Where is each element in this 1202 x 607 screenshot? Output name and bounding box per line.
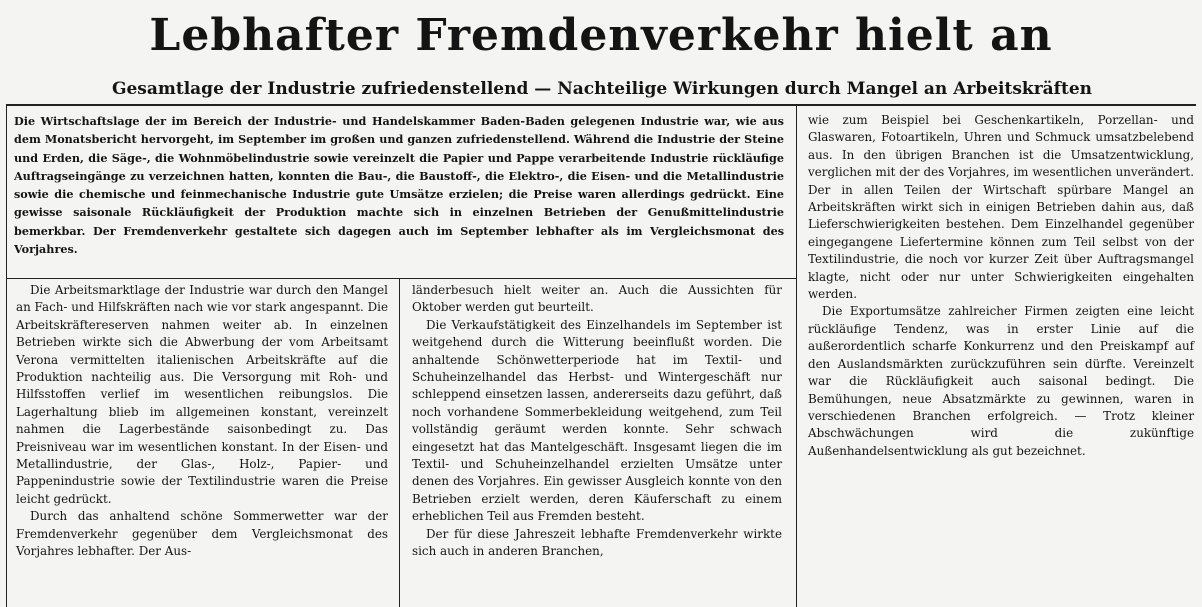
column-3 <box>808 112 1194 460</box>
column-1 <box>16 282 388 561</box>
column-rule-middle <box>399 279 400 607</box>
column-rule-right <box>796 106 797 607</box>
column-1-paragraph: Durch das anhaltend schöne Sommerwetter war der Fremdenverkehr gegenüber dem Vergleichsmonat des Vorjahres lebhafter. Der Aus- <box>16 509 388 559</box>
lead-paragraph: Die Wirtschaftslage der im Bereich der Industrie- und Handelskammer Baden-Baden gelegenen Industrie war, wie aus dem Monatsbericht hervorgeht, im September im großen und ganzen zufriedenstellend. Während die Industrie der Steine und Erden, die Säge-, die Wohnmöbelindustrie sowie vereinzelt die Papier und Pappe verarbeitende Industrie rückläufige Auftragseingänge zu verzeichnen hatten, konnten die Bau-, die Baustoff-, die Elektro-, die Eisen- und die Metallindustrie sowie die chemische und feinmechanische Industrie gute Umsätze erzielen; die Preise waren allerdings gedrückt. Eine gewisse saisonale Rückläufigkeit der Produktion machte sich in einzelnen Betrieben der Genußmittelindustrie bemerkbar. Der Fremdenverkehr gestaltete sich dagegen auch im September lebhafter als im Vergleichsmonat des Vorjahres. <box>14 114 784 257</box>
column-2-paragraph: Der für diese Jahreszeit lebhafte Fremdenverkehr wirkte sich auch in anderen Branchen, <box>412 526 782 559</box>
column-3-paragraph: wie zum Beispiel bei Geschenkartikeln, Porzellan- und Glaswaren, Fotoartikeln, Uhren und Schmuck umsatzbelebend aus. In den übrigen Branchen ist die Umsatzentwicklung, verglichen mit der des Vorjahres, im wesentlichen unverändert. Der in allen Teilen der Wirtschaft spürbare Mangel an Arbeitskräften wirkt sich in einigen Betrieben dahin aus, daß Lieferschwierigkeiten bestehen. Dem Einzelhandel gegenüber eingegangene Liefertermine können zum Teil selbst von der Textilindustrie, die noch vor kurzer Zeit über Auftragsmangel klagte, nicht oder nur unter Schwierigkeiten eingehalten werden. <box>808 113 1194 302</box>
column-3-paragraph: Die Exportumsätze zahlreicher Firmen zeigten eine leicht rückläufige Tendenz, was in erster Linie auf die außerordentlich scharfe Konkurrenz und den Preiskampf auf den Auslandsmärkten zurückzuführen sein dürfte. Vereinzelt war die Rückläufigkeit auch saisonal bedingt. Die Bemühungen, neue Absatzmärkte zu gewinnen, waren in verschiedenen Branchen erfolgreich. — Trotz kleiner Abschwächungen wird die zukünftige Außenhandelsentwicklung als gut bezeichnet. <box>808 304 1194 458</box>
rule-under-subhead <box>6 104 1196 106</box>
column-2 <box>412 282 782 561</box>
column-2-paragraph: Die Verkaufstätigkeit des Einzelhandels im September ist weitgehend durch die Witterung beeinflußt worden. Die anhaltende Schönwetterperiode hat im Textil- und Schuheinzelhandel das Herbst- und Wintergeschäft nur schleppend einsetzen lassen, andererseits dazu geführt, daß noch vorhandene Sommerbekleidung weitgehend, zum Teil vollständig geräumt werden konnte. Sehr schwach eingesetzt hat das Mantelgeschäft. Insgesamt liegen die im Textil- und Schuheinzelhandel erzielten Umsätze unter denen des Vorjahres. Ein gewisser Ausgleich konnte von den Betrieben erzielt werden, deren Käuferschaft zu einem erheblichen Teil aus Fremden besteht. <box>412 317 782 524</box>
column-2-paragraph: länderbesuch hielt weiter an. Auch die Aussichten für Oktober werden gut beurteilt. <box>412 283 782 315</box>
column-rule-left-edge <box>6 106 7 607</box>
headline: Lebhafter Fremdenverkehr hielt an <box>149 10 1053 61</box>
column-1-paragraph: Die Arbeitsmarktlage der Industrie war durch den Mangel an Fach- und Hilfskräften nach wie vor stark angespannt. Die Arbeitskräftereserven nahmen weiter ab. In einzelnen Betrieben wirkte sich die Abwerbung der vom Arbeitsamt Verona vermittelten italienischen Arbeitskräfte auf die Produktion nachteilig aus. Die Versorgung mit Roh- und Hilfsstoffen verlief im wesentlichen reibungslos. Die Lagerhaltung blieb im allgemeinen konstant, vereinzelt nahmen die Lagerbestände saisonbedingt zu. Das Preisniveau war im wesentlichen konstant. In der Eisen- und Metallindustrie, der Glas-, Holz-, Papier- und Pappenindustrie sowie der Textilindustrie waren die Preise leicht gedrückt. <box>16 283 388 506</box>
lead-bottom-rule <box>6 278 796 279</box>
subheadline: Gesamtlage der Industrie zufriedenstellend — Nachteilige Wirkungen durch Mangel an Arbeitskräften <box>111 79 1093 99</box>
